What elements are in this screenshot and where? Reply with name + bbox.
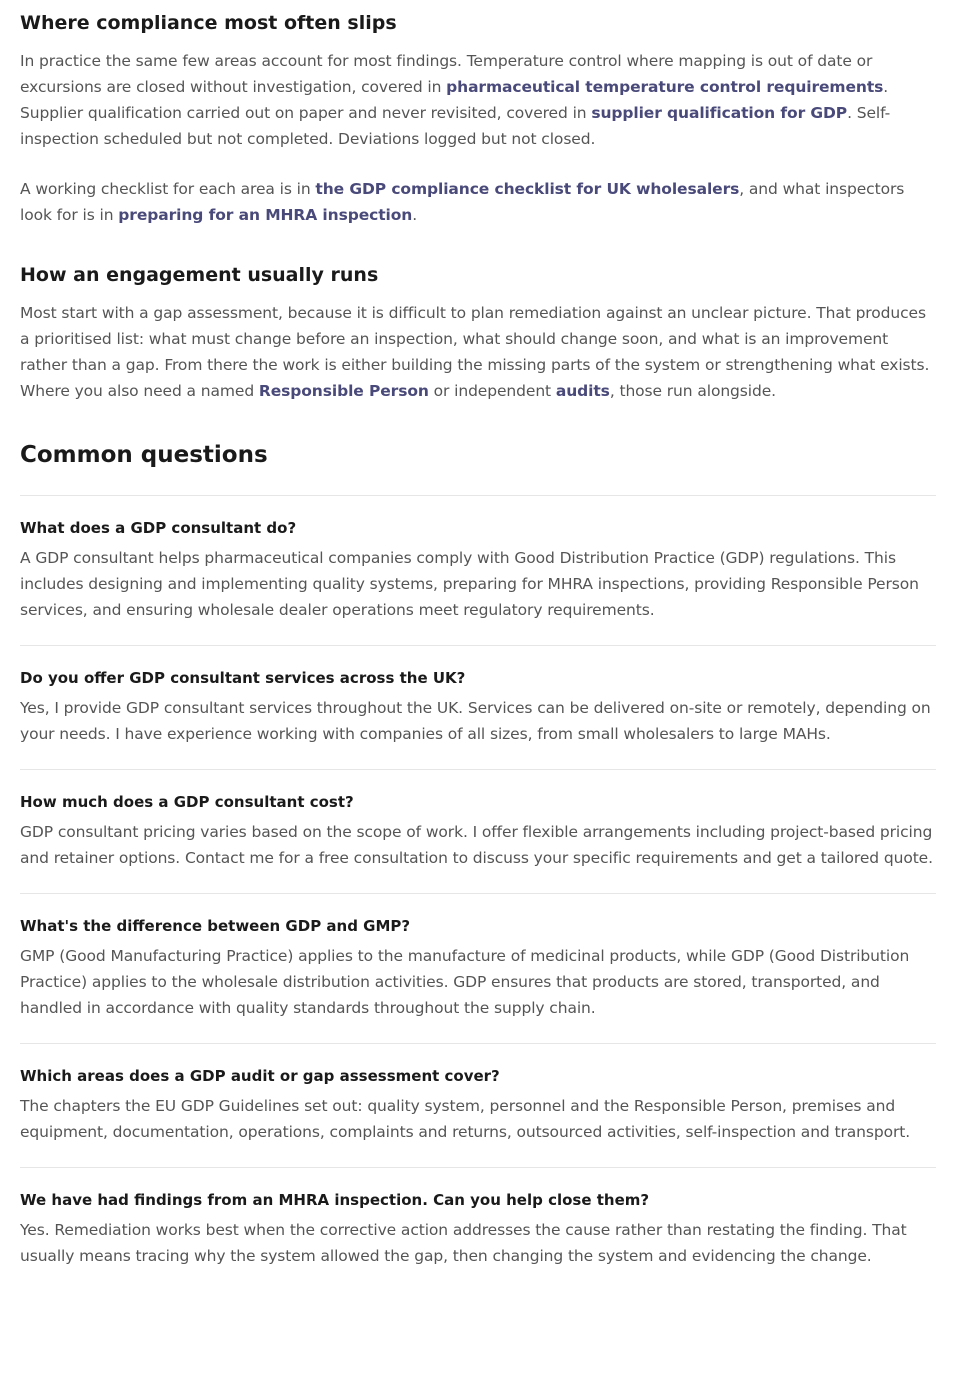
section-heading: How an engagement usually runs	[20, 264, 379, 286]
faq-question: Do you offer GDP consultant services across the UK?	[20, 669, 466, 687]
link-temperature-control[interactable]: pharmaceutical temperature control requirements	[446, 78, 884, 96]
link-audits[interactable]: audits	[555, 382, 610, 400]
faq-heading: Common questions	[20, 442, 268, 468]
faq-item	[20, 645, 936, 769]
text: , those run alongside.	[609, 382, 776, 400]
faq-question: We have had findings from an MHRA inspection. Can you help close them?	[20, 1191, 650, 1209]
text: . Self-inspection scheduled but not completed. Deviations logged but not closed.	[20, 104, 891, 148]
link-compliance-checklist[interactable]: the GDP compliance checklist for UK wholesalers	[315, 180, 740, 198]
faq-item	[20, 769, 936, 893]
faq-item	[20, 1167, 936, 1291]
section-engagement	[20, 228, 936, 404]
faq-answer: GDP consultant pricing varies based on the scope of work. I offer flexible arrangements including project-based pricing and retainer options. Contact me for a free consultation to discuss your specific requirements and get a tailored quote.	[20, 823, 933, 867]
faq-list	[20, 495, 936, 1291]
link-mhra-inspection[interactable]: preparing for an MHRA inspection	[118, 206, 413, 224]
text: or independent	[428, 382, 556, 400]
faq-answer: GMP (Good Manufacturing Practice) applies to the manufacture of medicinal products, while GDP (Good Distribution Practice) applies to the wholesale distribution activities. GDP ensures that products are stored, transported, and handled in accordance with quality standards throughout the supply chain.	[20, 947, 910, 1017]
text: In practice the same few areas account for most findings. Temperature control where mapping is out of date or excursions are closed without investigation, covered in	[20, 52, 873, 96]
link-supplier-qualification[interactable]: supplier qualification for GDP	[591, 104, 848, 122]
link-responsible-person[interactable]: Responsible Person	[258, 382, 429, 400]
faq-answer: Yes. Remediation works best when the corrective action addresses the cause rather than restating the finding. That usually means tracing why the system allowed the gap, then changing the system and evidencing the change.	[20, 1221, 907, 1265]
faq-answer: Yes, I provide GDP consultant services throughout the UK. Services can be delivered on-site or remotely, depending on your needs. I have experience working with companies of all sizes, from small wholesalers to large MAHs.	[20, 699, 931, 743]
paragraph	[20, 176, 936, 228]
faq-answer: A GDP consultant helps pharmaceutical companies comply with Good Distribution Practice (GDP) regulations. This includes designing and implementing quality systems, preparing for MHRA inspections, providing Responsible Person services, and ensuring wholesale dealer operations meet regulatory requirements.	[20, 549, 919, 619]
text: .	[412, 206, 418, 224]
paragraph	[20, 48, 936, 152]
faq-answer: The chapters the EU GDP Guidelines set out: quality system, personnel and the Responsible Person, premises and equipment, documentation, operations, complaints and returns, outsourced activities, self-inspection and transport.	[20, 1097, 911, 1141]
faq-question: How much does a GDP consultant cost?	[20, 793, 354, 811]
faq-question: Which areas does a GDP audit or gap assessment cover?	[20, 1067, 500, 1085]
faq-item	[20, 1043, 936, 1167]
faq-item	[20, 893, 936, 1043]
section-compliance-slips	[20, 0, 936, 228]
text: Most start with a gap assessment, because it is difficult to plan remediation against an unclear picture. That produces a prioritised list: what must change before an inspection, what should change soon, and what is an improvement rather than a gap. From there the work is either building the missing parts of the system or strengthening what exists. Where you also need a named	[20, 304, 930, 400]
section-heading: Where compliance most often slips	[20, 12, 397, 34]
text: A working checklist for each area is in	[20, 180, 316, 198]
text: , and what inspectors look for is in	[20, 180, 905, 224]
faq-question: What does a GDP consultant do?	[20, 519, 297, 537]
paragraph	[20, 300, 936, 404]
faq-item	[20, 495, 936, 645]
faq-section	[20, 404, 936, 1291]
faq-question: What's the difference between GDP and GMP?	[20, 917, 411, 935]
text: . Supplier qualification carried out on paper and never revisited, covered in	[20, 78, 889, 122]
